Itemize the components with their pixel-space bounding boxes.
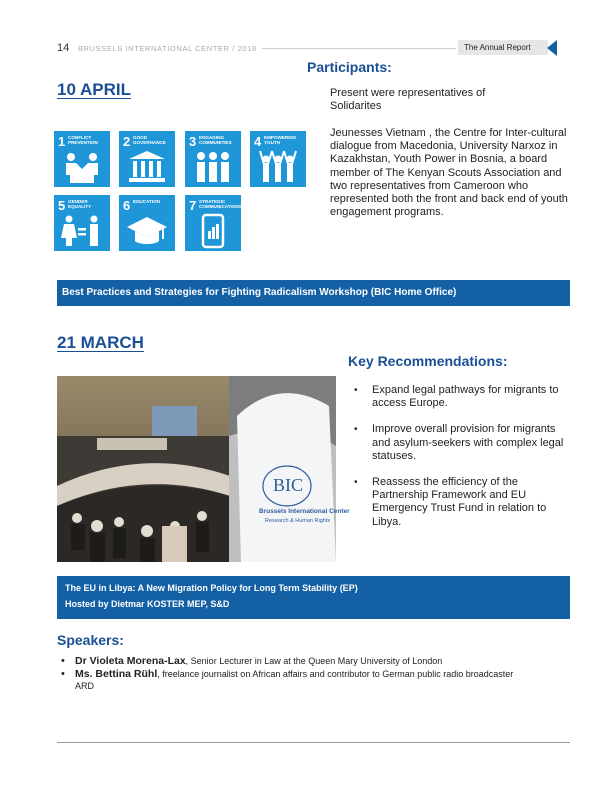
- footer-divider: [57, 742, 570, 743]
- bullet-icon: •: [61, 668, 65, 680]
- goal-number: 5: [58, 198, 66, 213]
- list-item: • Reassess the efficiency of the Partnership Framework and EU Emergency Trust Fund in relation to Libya.: [350, 476, 572, 529]
- participants-paragraph-1: Present were representatives of Solidarites: [330, 87, 486, 113]
- goal-label: EDUCATION: [133, 199, 160, 204]
- event-banner-title: Best Practices and Strategies for Fighting Radicalism Workshop (BIC Home Office): [62, 287, 457, 298]
- event-banner-libya: [57, 576, 570, 619]
- goal-label: CONFLICT PREVENTION: [68, 135, 98, 145]
- goal-tile-gender-equality: [54, 195, 110, 251]
- goal-label: GENDER EQUALITY: [68, 199, 92, 209]
- bic-sign-name: Brussels International Center: [259, 508, 350, 515]
- event-banner-radicalism: [57, 280, 570, 306]
- speakers-list: [57, 655, 527, 692]
- list-item: • Improve overall provision for migrants and asylum-seekers with complex legal statuses.: [350, 423, 572, 463]
- header-divider: [262, 48, 456, 49]
- goal-number: 2: [123, 134, 131, 149]
- handshake-icon: [62, 151, 102, 183]
- page-number: 14: [57, 42, 70, 54]
- graduation-cap-icon: [127, 215, 167, 247]
- bic-logo-text: BIC: [273, 475, 304, 495]
- bic-banner-photo: [229, 376, 350, 562]
- speaker-description: , Senior Lecturer in Law at the Queen Mary University of London: [185, 656, 443, 666]
- parliament-hearing-photo: [57, 376, 230, 562]
- bic-sign-tagline: Research & Human Rights: [265, 518, 331, 524]
- goal-label: STRATEGIC COMMUNICATIONS: [199, 199, 242, 209]
- bullet-icon: •: [61, 655, 65, 667]
- speaker-description: , freelance journalist on African affairs and contributor to German public radio broadcaster ARD: [75, 669, 514, 691]
- goal-label: EMPOWERING YOUTH: [264, 135, 297, 145]
- recommendations-list: [350, 384, 572, 542]
- community-icon: [193, 151, 233, 183]
- goal-tile-conflict-prevention: [54, 131, 110, 187]
- goal-tile-empowering-youth: [250, 131, 306, 187]
- list-item: [57, 655, 527, 667]
- raised-hands-icon: [258, 151, 298, 183]
- event-banner-title: The EU in Libya: A New Migration Policy for Long Term Stability (EP): [65, 583, 358, 593]
- goal-tile-education: [119, 195, 175, 251]
- date-heading-march: 21 MARCH: [57, 333, 144, 352]
- government-building-icon: [127, 151, 167, 183]
- goal-label: ENGAGING COMMUNITIES: [199, 135, 232, 145]
- goal-tile-engaging-communities: [185, 131, 241, 187]
- report-label: The Annual Report: [458, 40, 548, 55]
- recommendations-heading: Key Recommendations:: [348, 353, 508, 369]
- speaker-name: Dr Violeta Morena-Lax: [75, 655, 186, 667]
- report-tab-arrow-icon: [547, 40, 557, 56]
- goal-number: 7: [189, 198, 197, 213]
- participants-paragraph-2: Jeunesses Vietnam , the Centre for Inter-cultural dialogue from Macedonia, University Narxoz in Kazakhstan, Youth Power in Bosnia, a board member of The Kenyan Scouts Association and two representatives from Cameroon who represented both the front and back end of youth engagement programs.: [330, 127, 568, 219]
- speaker-name: Ms. Bettina Rühl: [75, 668, 158, 680]
- goal-tile-good-governance: [119, 131, 175, 187]
- goal-number: 1: [58, 134, 66, 149]
- running-header: BRUSSELS INTERNATIONAL CENTER / 2018: [78, 44, 257, 53]
- goal-number: 6: [123, 198, 131, 213]
- goal-label: GOOD GOVERNANCE: [133, 135, 166, 145]
- goal-number: 3: [189, 134, 197, 149]
- speakers-heading: Speakers:: [57, 632, 124, 648]
- smartphone-icon: [193, 215, 233, 247]
- participants-heading: Participants:: [307, 59, 392, 75]
- date-heading-april: 10 APRIL: [57, 80, 132, 99]
- goal-tile-strategic-communications: [185, 195, 241, 251]
- list-item: • Expand legal pathways for migrants to access Europe.: [350, 384, 572, 410]
- event-banner-host: Hosted by Dietmar KOSTER MEP, S&D: [65, 599, 230, 609]
- list-item: [57, 668, 527, 692]
- gender-equality-icon: [62, 215, 102, 247]
- goal-number: 4: [254, 134, 262, 149]
